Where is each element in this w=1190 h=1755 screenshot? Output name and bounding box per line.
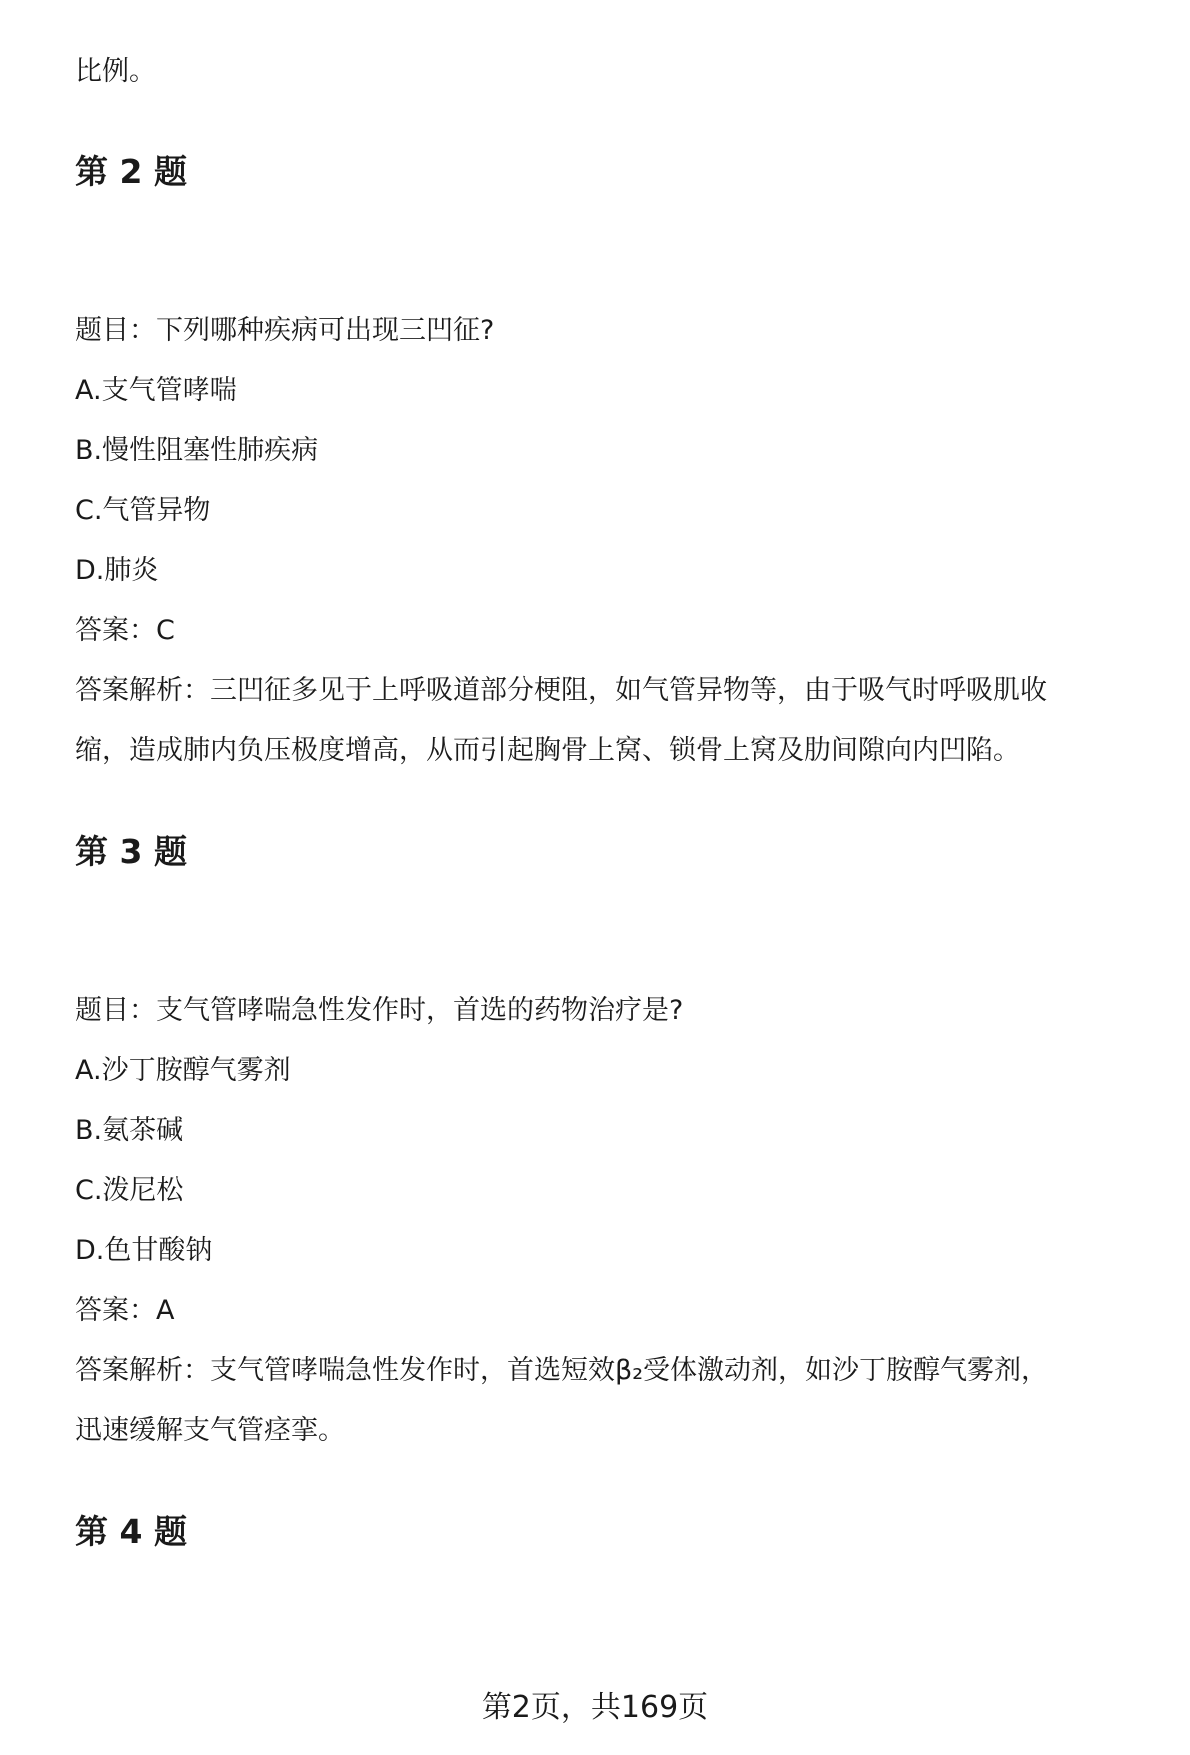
- question-3-heading: 第 3 题: [75, 832, 187, 871]
- question-3-text: 题目：支气管哮喘急性发作时，首选的药物治疗是?: [75, 995, 684, 1026]
- question-3-analysis-line2: 迅速缓解支气管痉挛。: [75, 1415, 345, 1446]
- question-3-option-b: B.氨茶碱: [75, 1115, 184, 1146]
- question-2-option-b: B.慢性阻塞性肺疾病: [75, 435, 319, 466]
- question-2-text: 题目：下列哪种疾病可出现三凹征?: [75, 315, 495, 346]
- question-2-analysis-line2: 缩，造成肺内负压极度增高，从而引起胸骨上窝、锁骨上窝及肋间隙向内凹陷。: [75, 735, 1020, 766]
- question-2-heading: 第 2 题: [75, 152, 187, 191]
- question-3-analysis-line1: 答案解析：支气管哮喘急性发作时，首选短效β₂受体激动剂，如沙丁胺醇气雾剂，: [75, 1355, 1049, 1386]
- question-2-answer: 答案：C: [75, 615, 175, 646]
- question-3-option-c: C.泼尼松: [75, 1175, 184, 1206]
- page-number-footer: 第2页，共169页: [481, 1690, 709, 1725]
- question-2-option-c: C.气管异物: [75, 495, 211, 526]
- continuation-text: 比例。: [75, 56, 156, 87]
- question-2-option-d: D.肺炎: [75, 555, 159, 586]
- question-3-option-d: D.色甘酸钠: [75, 1235, 213, 1266]
- question-3-answer: 答案：A: [75, 1295, 175, 1326]
- question-4-heading: 第 4 题: [75, 1512, 187, 1551]
- question-2-analysis-line1: 答案解析：三凹征多见于上呼吸道部分梗阻，如气管异物等，由于吸气时呼吸肌收: [75, 675, 1047, 706]
- question-2-option-a: A.支气管哮喘: [75, 375, 237, 406]
- question-3-option-a: A.沙丁胺醇气雾剂: [75, 1055, 291, 1086]
